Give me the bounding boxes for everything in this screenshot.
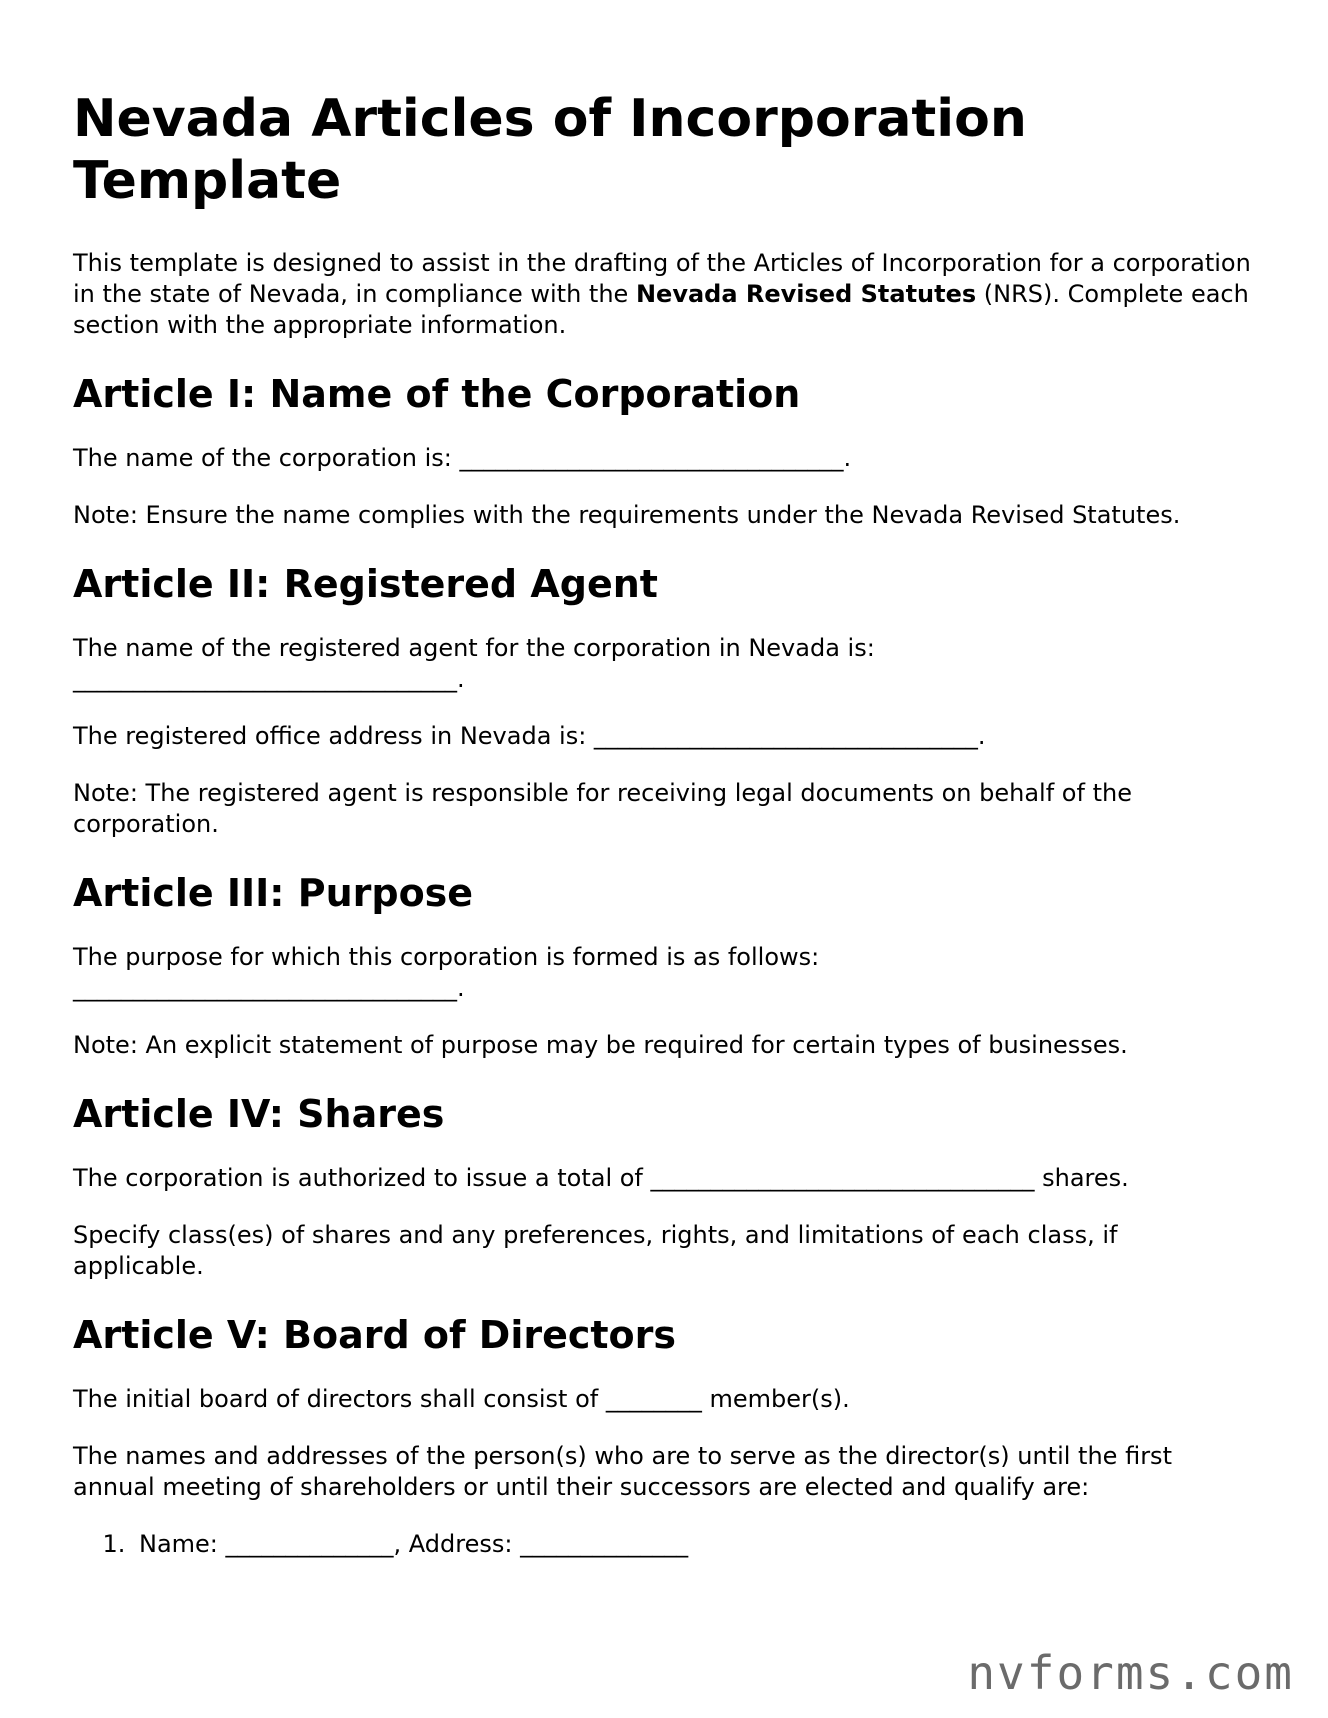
article-2-paragraph-2: The registered office address in Nevada is: ________________________________.	[73, 722, 986, 750]
article-1-note: Note: Ensure the name complies with the requirements under the Nevada Revised Statutes.	[73, 501, 1181, 529]
list-item: 1. Name: ______________, Address: ______________	[133, 1529, 1273, 1560]
directors-list	[73, 1529, 1273, 1560]
article-2-paragraph-1: The name of the registered agent for the corporation in Nevada is: ________________________________.	[73, 634, 875, 693]
article-4-paragraph-1: The corporation is authorized to issue a total of ________________________________ shares.	[73, 1164, 1129, 1192]
article-2-heading: Article II: Registered Agent	[73, 562, 658, 606]
document-title: Nevada Articles of Incorporation Template	[73, 89, 1027, 211]
document-page	[73, 88, 1273, 1590]
article-3-paragraph-1: The purpose for which this corporation is formed is as follows: ________________________________.	[73, 943, 820, 1002]
article-4-paragraph-2: Specify class(es) of shares and any preferences, rights, and limitations of each class, if applicable.	[73, 1221, 1118, 1280]
intro-text-after: (NRS). Complete each section with the appropriate information.	[73, 280, 1249, 339]
article-5-paragraph-1: The initial board of directors shall consist of ________ member(s).	[73, 1385, 850, 1413]
article-2-note: Note: The registered agent is responsible for receiving legal documents on behalf of the corporation.	[73, 779, 1132, 838]
article-5-heading: Article V: Board of Directors	[73, 1313, 677, 1357]
watermark: nvforms.com	[967, 1646, 1294, 1700]
article-4-section	[73, 1091, 1273, 1282]
article-1-section	[73, 371, 1273, 531]
article-1-heading: Article I: Name of the Corporation	[73, 372, 801, 416]
article-3-note: Note: An explicit statement of purpose may be required for certain types of businesses.	[73, 1031, 1128, 1059]
intro-paragraph	[73, 248, 1253, 341]
article-5-paragraph-2: The names and addresses of the person(s) who are to serve as the director(s) until the first annual meeting of shareholders or until their successors are elected and qualify are:	[73, 1442, 1172, 1501]
article-1-paragraph-1: The name of the corporation is: ________________________________.	[73, 444, 852, 472]
article-3-section	[73, 870, 1273, 1061]
article-2-section	[73, 561, 1273, 840]
article-5-section	[73, 1312, 1273, 1560]
article-4-heading: Article IV: Shares	[73, 1092, 445, 1136]
article-3-heading: Article III: Purpose	[73, 871, 474, 915]
intro-text-before: This template is designed to assist in the drafting of the Articles of Incorporation for a corporation in the state of Nevada, in compliance with the	[73, 249, 1251, 308]
intro-text-bold: Nevada Revised Statutes	[635, 280, 977, 308]
